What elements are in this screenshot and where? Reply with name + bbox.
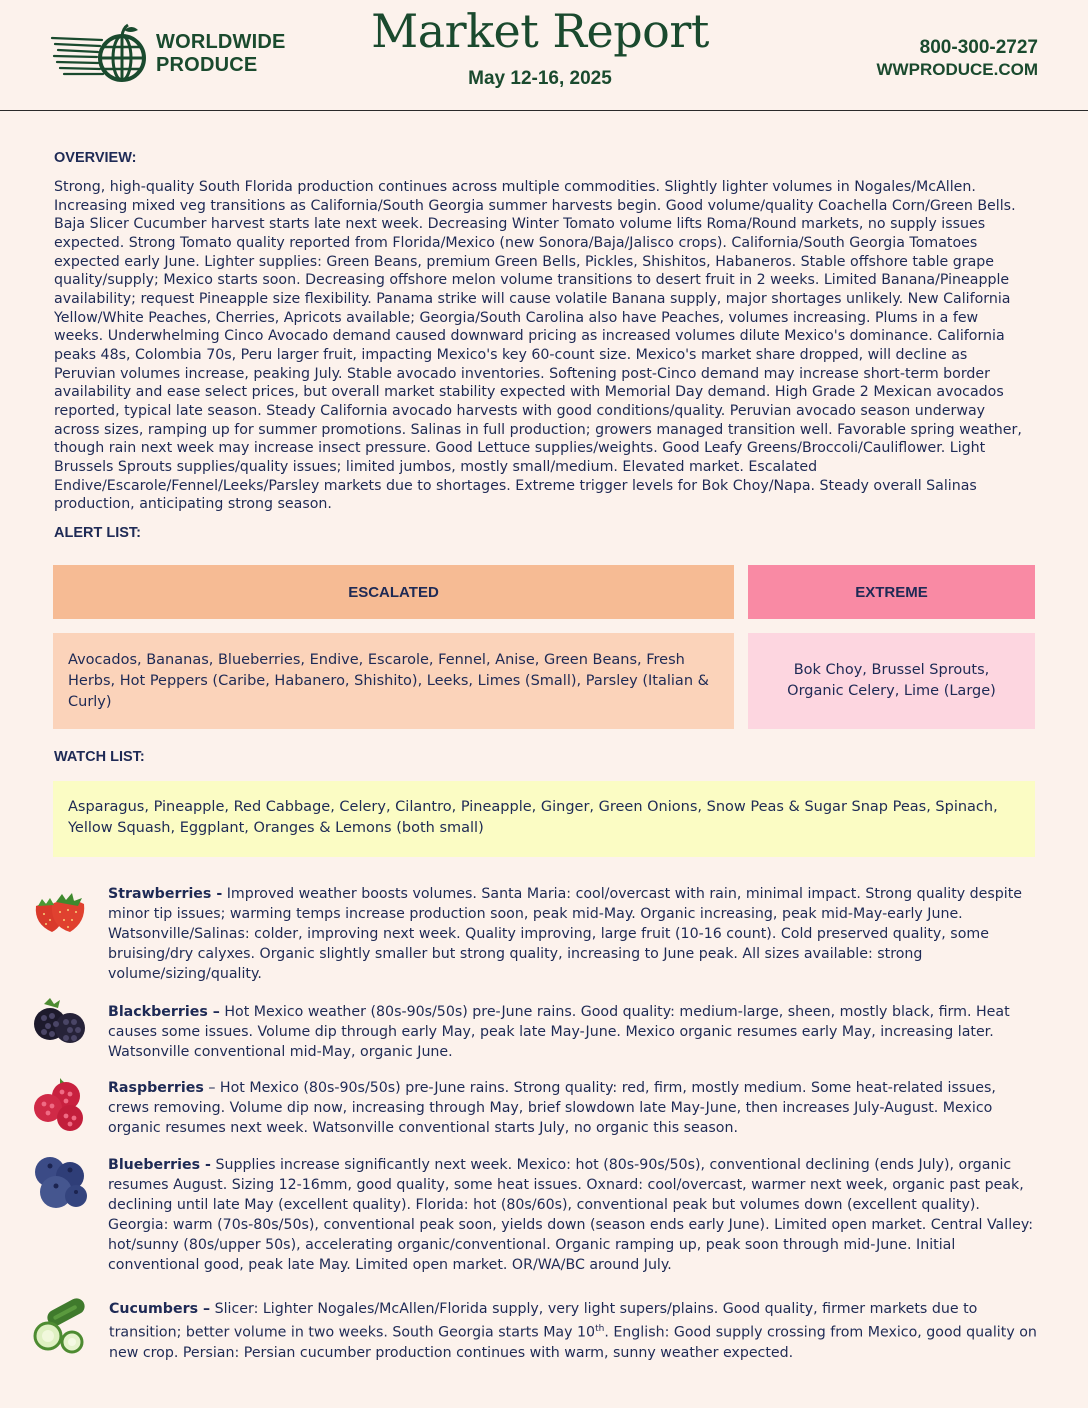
extreme-header <box>748 565 1035 619</box>
brand-line-1: WORLDWIDE <box>156 31 286 53</box>
globe-logo-icon <box>50 22 150 86</box>
escalated-header <box>53 565 734 619</box>
blueberries-text: Supplies increase significantly next week. Mexico: hot (80s-90s/50s), conventional declining (ends July), organic resumes August. Sizing 12-16mm, good quality, some heat issues. Oxnard: cool/overcast, warmer next week, organic past peak, declining until late May (excellent quality). Florida: hot (80s/60s), conventional peak but volumes down (excellent quality). Georgia: warm (70s-80s/50s), conventional peak soon, yields down (season ends early June). Limited open market. Central Valley: hot/sunny (80s/upper 50s), accelerating organic/conventional. Organic ramping up, peak soon through mid-June. Initial conventional good, peak late May. Limited open market. OR/WA/BC around July. <box>108 1157 1034 1273</box>
strawberries-text: Improved weather boosts volumes. Santa Maria: cool/overcast with rain, minimal impact. Strong quality despite minor tip issues; warming temps increase production soon, peak mid-May. Organic increasing, peak mid-May-early June. Watsonville/Salinas: colder, improving next week. Quality improving, large fruit (10-16 count). Cold preserved quality, some bruising/dry calyxes. Organic slightly smaller but strong quality, increasing to June peak. All sizes available: strong volume/sizing/quality. <box>108 886 1023 982</box>
page-title: Market Report <box>371 4 709 58</box>
blackberries-name: Blackberries – <box>108 1004 220 1020</box>
blueberries-name: Blueberries - <box>108 1157 211 1173</box>
website-link[interactable]: WWPRODUCE.COM <box>876 60 1038 79</box>
cucumbers-text-a: Slicer: Lighter Nogales/McAllen/Florida supply, very light supers/plains. Good quality, firmer markets due to transition; better volume in two weeks. South Georgia starts May 10 <box>109 1301 978 1341</box>
raspberries-text: – Hot Mexico (80s-90s/50s) pre-June rains. Strong quality: red, firm, mostly medium. Some heat-related issues, crews removing. Volume dip now, increasing through May, brief slowdown late May-June, then increases July-August. Mexico organic resumes next week. Watsonville conventional starts July, no organic this season. <box>108 1080 996 1136</box>
overview-text: Strong, high-quality South Florida production continues across multiple commodities. Slightly lighter volumes in Nogales/McAllen. Increasing mixed veg transitions as California/South Georgia summer harvests begin. Good volume/quality Coachella Corn/Green Bells. Baja Slicer Cucumber harvest starts late next week. Decreasing Winter Tomato volume lifts Roma/Round markets, no supply issues expected. Strong Tomato quality reported from Florida/Mexico (new Sonora/Baja/Jalisco crops). California/South Georgia Tomatoes expected early June. Lighter supplies: Green Beans, premium Green Bells, Pickles, Shishitos, Habaneros. Stable offshore table grape quality/supply; Mexico starts soon. Decreasing offshore melon volume transitions to desert fruit in 2 weeks. Limited Banana/Pineapple availability; request Pineapple size flexibility. Panama strike will cause volatile Banana supply, major shortages unlikely. New California Yellow/White Peaches, Cherries, Apricots available; Georgia/South Carolina also have Peaches, volumes increasing. Plums in a few weeks. Underwhelming Cinco Avocado demand caused downward pricing as increased volumes dilute Mexico's dominance. California peaks 48s, Colombia 70s, Peru larger fruit, impacting Mexico's key 60-count size. Mexico's market share dropped, will decline as Peruvian volumes increase, peaking July. Stable avocado inventories. Softening post-Cinco demand may increase short-term border availability and ease select prices, but overall market stability expected with Memorial Day demand. High Grade 2 Mexican avocados reported, typical late season. Steady California avocado harvests with good conditions/quality. Peruvian avocado season underway across sizes, ramping up for summer promotions. Salinas in full production; growers managed transition well. Favorable spring weather, though rain next week may increase insect pressure. Good Lettuce supplies/weights. Good Leafy Greens/Broccoli/Cauliflower. Light Brussels Sprouts supplies/quality issues; limited jumbos, mostly small/medium. Elevated market. Escalated Endive/Escarole/Fennel/Leeks/Parsley markets due to shortages. Extreme trigger levels for Bok Choy/Napa. Steady overall Salinas production, anticipating strong season. <box>54 179 1022 513</box>
cucumber-icon <box>30 1296 90 1356</box>
raspberries-entry <box>108 1078 1038 1138</box>
extreme-items-text: Bok Choy, Brussel Sprouts, Organic Celery, Lime (Large) <box>787 662 996 699</box>
phone-number: 800-300-2727 <box>919 37 1038 58</box>
extreme-items <box>748 633 1035 729</box>
blueberries-entry <box>108 1155 1038 1275</box>
report-header <box>0 0 1088 111</box>
blueberry-icon <box>30 1152 90 1212</box>
cucumbers-name: Cucumbers – <box>109 1301 211 1317</box>
cucumbers-text-sup: th <box>595 1324 605 1334</box>
extreme-title: EXTREME <box>855 583 928 601</box>
watch-list-label: WATCH LIST: <box>54 749 145 765</box>
contact-info <box>877 36 1038 80</box>
blackberries-entry <box>108 1002 1038 1062</box>
escalated-title: ESCALATED <box>348 583 439 601</box>
cucumbers-entry <box>109 1299 1039 1363</box>
alert-list-label: ALERT LIST: <box>54 525 141 541</box>
report-date: May 12-16, 2025 <box>468 68 612 89</box>
strawberries-entry <box>108 884 1038 984</box>
raspberry-icon <box>30 1074 90 1134</box>
escalated-items: Avocados, Bananas, Blueberries, Endive, Escarole, Fennel, Anise, Green Beans, Fresh Herbs, Hot Peppers (Caribe, Habanero, Shishito), Leeks, Limes (Small), Parsley (Italian & Curly) <box>53 633 734 729</box>
brand-line-2: PRODUCE <box>156 54 258 76</box>
cucumbers-text-b: . English: Good supply crossing from Mexico, good quality on new crop. Persian: Persian cucumber production continues with warm, sunny weather expected. <box>109 1324 1037 1361</box>
blackberries-text: Hot Mexico weather (80s-90s/50s) pre-June rains. Good quality: medium-large, sheen, mostly black, firm. Heat causes some issues. Volume dip through early May, peak late May-June. Mexico organic resumes early May, increasing later. Watsonville conventional mid-May, organic June. <box>108 1004 1010 1060</box>
blackberry-icon <box>30 994 90 1054</box>
strawberry-icon <box>30 880 90 940</box>
overview-label: OVERVIEW: <box>54 150 137 166</box>
watch-list-items: Asparagus, Pineapple, Red Cabbage, Celery, Cilantro, Pineapple, Ginger, Green Onions, Snow Peas & Sugar Snap Peas, Spinach, Yellow Squash, Eggplant, Oranges & Lemons (both small) <box>53 781 1035 857</box>
strawberries-name: Strawberries - <box>108 886 223 902</box>
brand-name <box>156 31 286 77</box>
raspberries-name: Raspberries <box>108 1080 204 1096</box>
